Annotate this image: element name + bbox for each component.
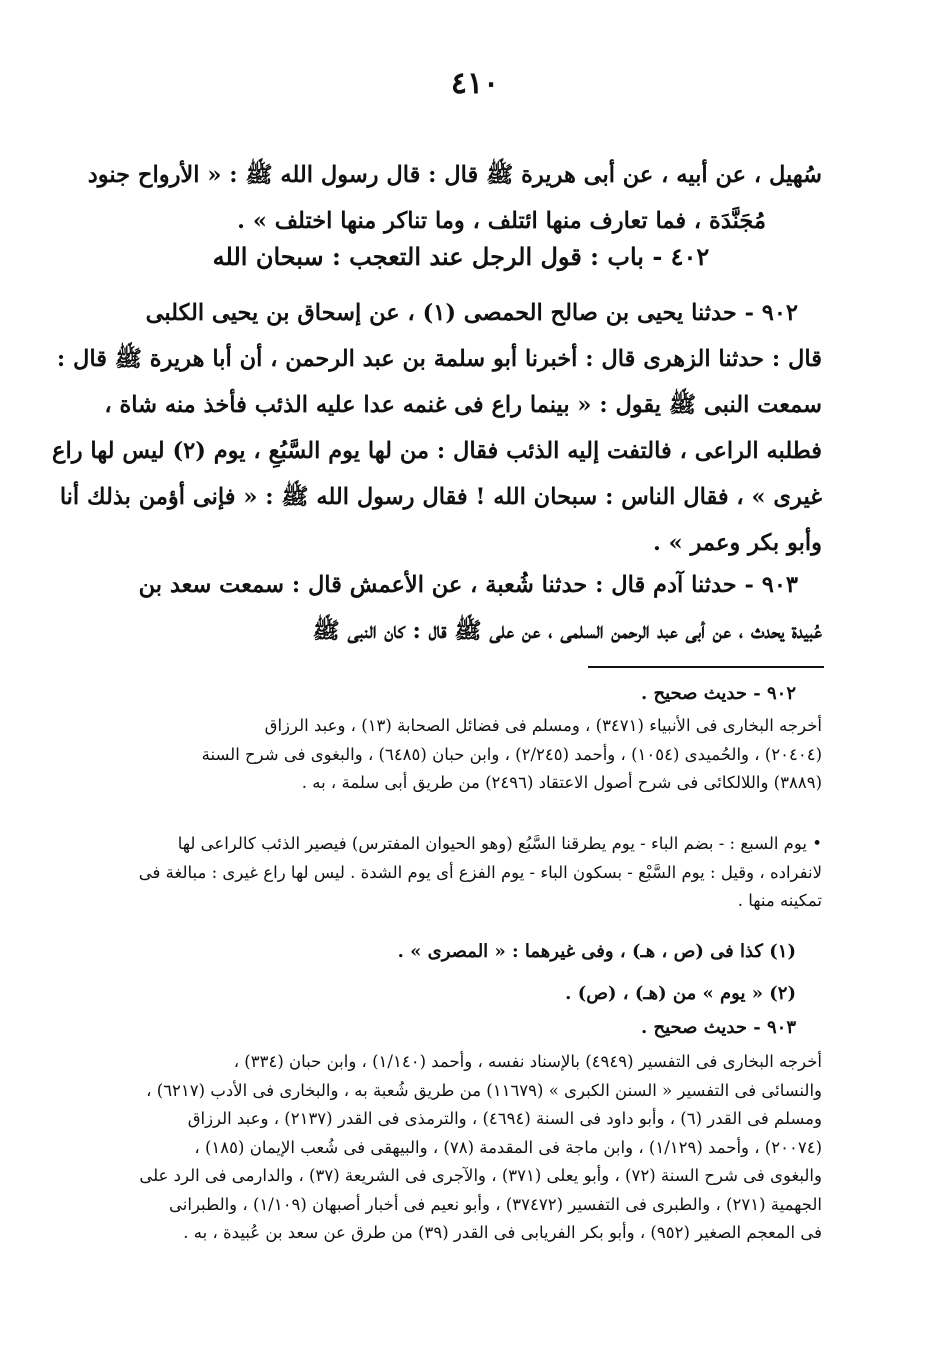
- footnote-line: ومسلم فى القدر (٦) ، وأبو داود فى السنة (٤٦٩٤) ، والترمذى فى القدر (٢١٣٧) ، وعبد الرزاق: [187, 1109, 822, 1128]
- footnote-line: تمكينه منها .: [737, 891, 822, 910]
- text-line: سُهيل ، عن أبيه ، عن أبى هريرة ﷺ قال : قال رسول الله ﷺ : « الأرواح جنود: [87, 162, 822, 188]
- footnote-1: (١) كذا فى (ص ، هـ) ، وفى غيرهما : « المصرى » .: [397, 941, 796, 962]
- footnote-line: (٢٠٤٠٤) ، والحُميدى (١٠٥٤) ، وأحمد (٢/٢٤٥) ، وابن حبان (٦٤٨٥) ، والبغوى فى شرح السنة: [201, 744, 822, 764]
- footnote-902-takhrij: [100, 712, 822, 798]
- footnote-902-grade: ٩٠٢ - حديث صحيح .: [640, 683, 796, 704]
- footnote-line: أخرجه البخارى فى التفسير (٤٩٤٩) بالإسناد نفسه ، وأحمد (١/١٤٠) ، وابن حبان (٣٣٤) ،: [233, 1052, 822, 1071]
- hadith-902: [52, 290, 822, 566]
- page-number: ٤١٠: [450, 66, 500, 101]
- footnote-line: والنسائى فى التفسير « السنن الكبرى » (١١٦٧٩) من طريق شُعبة به ، والبخارى فى الأدب (٦٢١٧) ،: [146, 1080, 822, 1100]
- text-line: مُجَنَّدَة ، فما تعارف منها ائتلف ، وما تناكر منها اختلف » .: [237, 208, 766, 234]
- text-line: ٩٠٣ - حدثنا آدم قال : حدثنا شُعبة ، عن الأعمش قال : سمعت سعد بن: [138, 572, 798, 598]
- hadith-903: [100, 562, 822, 654]
- text-line: فطلبه الراعى ، فالتفت إليه الذئب فقال : من لها يوم السَّبُعِ ، يوم (٢) ليس لها راع: [52, 438, 822, 464]
- footnote-line: والبغوى فى شرح السنة (٧٢) ، وأبو يعلى (٣٧١) ، والآجرى فى الشريعة (٣٧) ، والدارمى فى الرد على: [139, 1166, 822, 1185]
- text-line: سمعت النبى ﷺ يقول : « بينما راع فى غنمه عدا عليه الذئب فأخذ منه شاة ،: [104, 392, 822, 418]
- text-line: غيرى » ، فقال الناس : سبحان الله ! فقال رسول الله ﷺ : « فإنى أؤمن بذلك أنا: [59, 484, 822, 510]
- footnote-line: أخرجه البخارى فى الأنبياء (٣٤٧١) ، ومسلم فى فضائل الصحابة (١٣) ، وعبد الرزاق: [264, 716, 822, 735]
- text-line: عُبيدة يحدث ، عن أبى عبد الرحمن السلمى ، عن على ﷺ قال : كان النبى ﷺ: [312, 618, 822, 644]
- footnote-line: • يوم السبع : - بضم الباء - يوم يطرقنا السَّبُع (وهو الحيوان المفترس) فيصير الذئب كالراعى لها: [177, 834, 822, 853]
- text-line: وأبو بكر وعمر » .: [652, 530, 822, 556]
- footnote-line: فى المعجم الصغير (٩٥٢) ، وأبو بكر الفريابى فى القدر (٣٩) من طرق عن سعد بن عُبيدة ، به .: [183, 1223, 822, 1242]
- footnote-2: (٢) « يوم » من (هـ) ، (ص) .: [565, 983, 796, 1004]
- footnote-line: (٣٨٨٩) واللالكائى فى شرح أصول الاعتقاد (٢٤٩٦) من طريق أبى سلمة ، به .: [301, 773, 822, 792]
- footnote-separator: [588, 666, 824, 668]
- footnote-line: لانفراده ، وقيل : يوم السَّبْع - بسكون الباء - يوم الفزع أى يوم الشدة . ليس لها راع غيرى : مبالغة فى: [138, 862, 822, 882]
- chapter-heading: ٤٠٢ - باب : قول الرجل عند التعجب : سبحان الله: [212, 242, 710, 271]
- text-line: قال : حدثنا الزهرى قال : أخبرنا أبو سلمة بن عبد الرحمن ، أن أبا هريرة ﷺ قال :: [56, 346, 822, 372]
- footnote-line: (٢٠٠٧٤) ، وأحمد (١/١٢٩) ، وابن ماجة فى المقدمة (٧٨) ، والبيهقى فى شُعب الإيمان (١٨٥) ،: [194, 1137, 822, 1157]
- footnote-903-grade: ٩٠٣ - حديث صحيح .: [640, 1017, 796, 1038]
- footnote-902-note: [100, 830, 822, 916]
- text-line: ٩٠٢ - حدثنا يحيى بن صالح الحمصى (١) ، عن إسحاق بن يحيى الكلبى: [145, 300, 798, 326]
- main-text-continuation: [87, 152, 822, 244]
- footnote-line: الجهمية (٢٧١) ، والطبرى فى التفسير (٣٧٤٧٢) ، وأبو نعيم فى أخبار أصبهان (١/١٠٩) ، والطبرانى: [169, 1194, 822, 1214]
- footnote-903-takhrij: [100, 1048, 822, 1248]
